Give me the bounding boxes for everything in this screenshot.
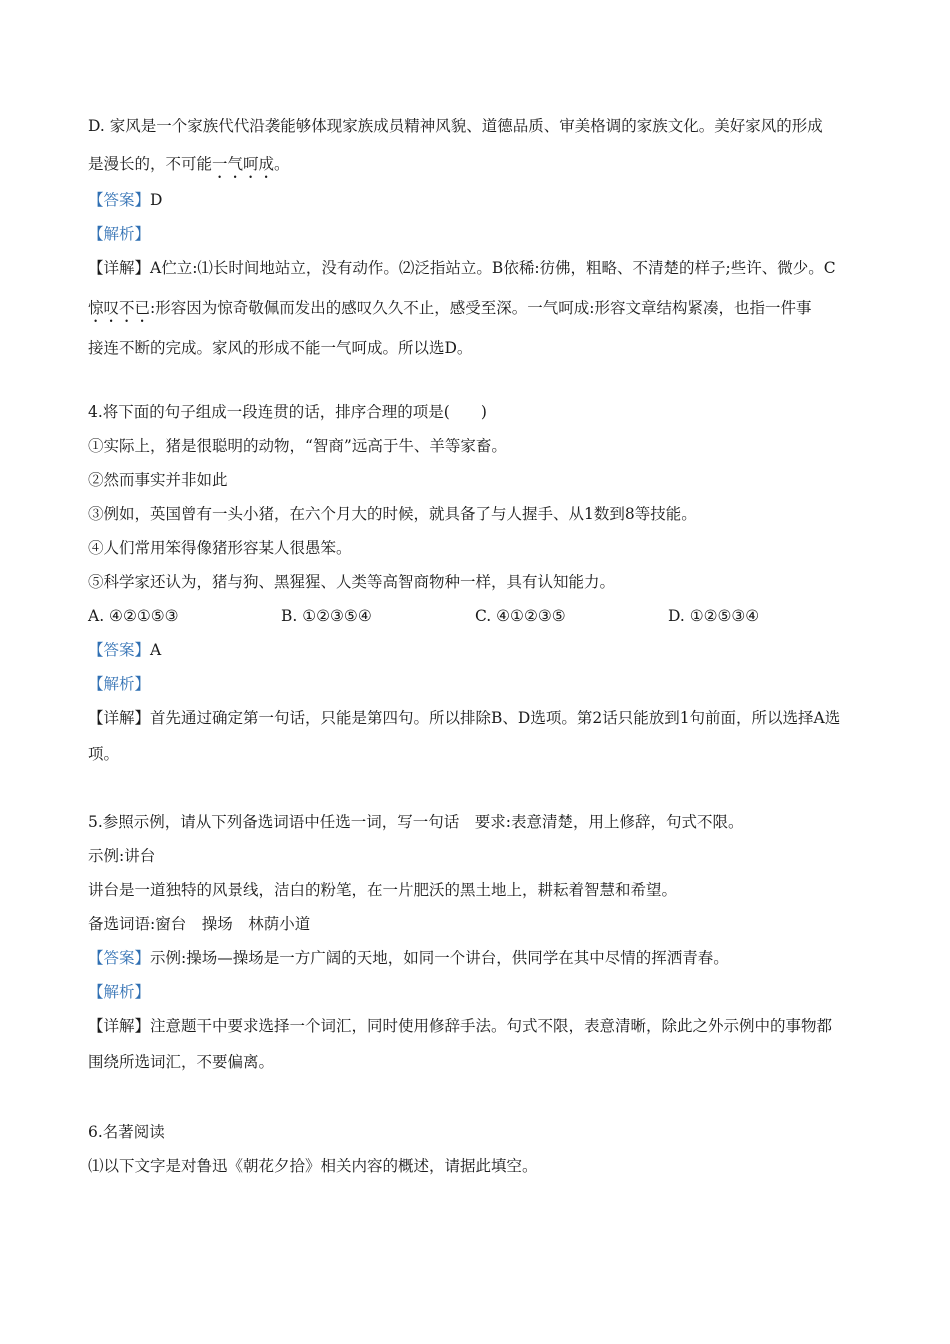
- q6-stem: 6.名著阅读: [88, 1123, 165, 1141]
- q4-sentence-4: ④人们常用笨得像猪形容某人很愚笨。: [88, 539, 352, 557]
- q3-detail-line2: 惊叹不已:形容因为惊奇敬佩而发出的感叹久久不止，感受至深。一气呵成:形容文章结构紧凑，也指一件事: [88, 299, 812, 317]
- q5-detail-line1: 【详解】注意题干中要求选择一个词汇，同时使用修辞手法。句式不限，表意清晰，除此之外示例中的事物都: [88, 1017, 833, 1035]
- q4-option-a: A. ④②①⑤③: [88, 607, 179, 625]
- q6-part1: ⑴以下文字是对鲁迅《朝花夕拾》相关内容的概述，请据此填空。: [88, 1157, 538, 1175]
- q3-detail-line1: 【详解】A伫立:⑴长时间地站立，没有动作。⑵泛指站立。B依稀:彷佛，粗略、不清楚的样子;些许、微少。C: [88, 259, 836, 277]
- q4-sentence-3: ③例如，英国曾有一头小猪，在六个月大的时候，就具备了与人握手、从1数到8等技能。: [88, 505, 697, 523]
- q4-sentence-1: ①实际上，猪是很聪明的动物，“智商”远高于牛、羊等家畜。: [88, 437, 507, 455]
- q3-analysis-tag: 【解析】: [88, 225, 151, 243]
- q5-detail-line2: 围绕所选词汇，不要偏离。: [88, 1053, 275, 1071]
- q5-example-label: 示例:讲台: [88, 847, 156, 865]
- q4-option-d: D. ①②⑤③④: [668, 607, 760, 625]
- q5-answer: 【答案】示例:操场—操场是一方广阔的天地，如同一个讲台，供同学在其中尽情的挥洒青春。: [88, 949, 729, 967]
- q4-detail-line1: 【详解】首先通过确定第一句话，只能是第四句。所以排除B、D选项。第2话只能放到1句前面，所以选择A选: [88, 709, 841, 727]
- q4-sentence-2: ②然而事实并非如此: [88, 471, 228, 489]
- detail-tag: 【详解】: [88, 259, 151, 277]
- q3-detail-line3: 接连不断的完成。家风的形成不能一气呵成。所以选D。: [88, 339, 473, 357]
- q4-sentence-5: ⑤科学家还认为，猪与狗、黑猩猩、人类等高智商物种一样，具有认知能力。: [88, 573, 616, 591]
- q3-option-d-line2: 是漫长的，不可能一气呵成。: [88, 155, 290, 173]
- q4-stem: 4.将下面的句子组成一段连贯的话，排序合理的项是( ): [88, 403, 487, 421]
- emphasized-idiom: 惊叹不已: [88, 299, 151, 317]
- q4-option-c: C. ④①②③⑤: [475, 607, 566, 625]
- answer-tag: 【答案】: [88, 191, 151, 209]
- q5-analysis-tag: 【解析】: [88, 983, 151, 1001]
- q5-example-text: 讲台是一道独特的风景线，洁白的粉笔，在一片肥沃的黑土地上，耕耘着智慧和希望。: [88, 881, 678, 899]
- q4-analysis-tag: 【解析】: [88, 675, 151, 693]
- q4-detail-line2: 项。: [88, 745, 120, 763]
- q4-answer: 【答案】A: [88, 641, 162, 659]
- q5-candidates: 备选词语:窗台 操场 林荫小道: [88, 915, 311, 933]
- emphasized-idiom: 一气呵成: [212, 155, 275, 173]
- q3-answer: 【答案】D: [88, 191, 163, 209]
- q4-option-b: B. ①②③⑤④: [281, 607, 372, 625]
- q3-option-d-line1: D. 家风是一个家族代代沿袭能够体现家族成员精神风貌、道德品质、审美格调的家族文化。美好家风的形成: [88, 117, 823, 135]
- q5-stem: 5.参照示例，请从下列备选词语中任选一词，写一句话 要求:表意清楚，用上修辞，句式不限。: [88, 813, 744, 831]
